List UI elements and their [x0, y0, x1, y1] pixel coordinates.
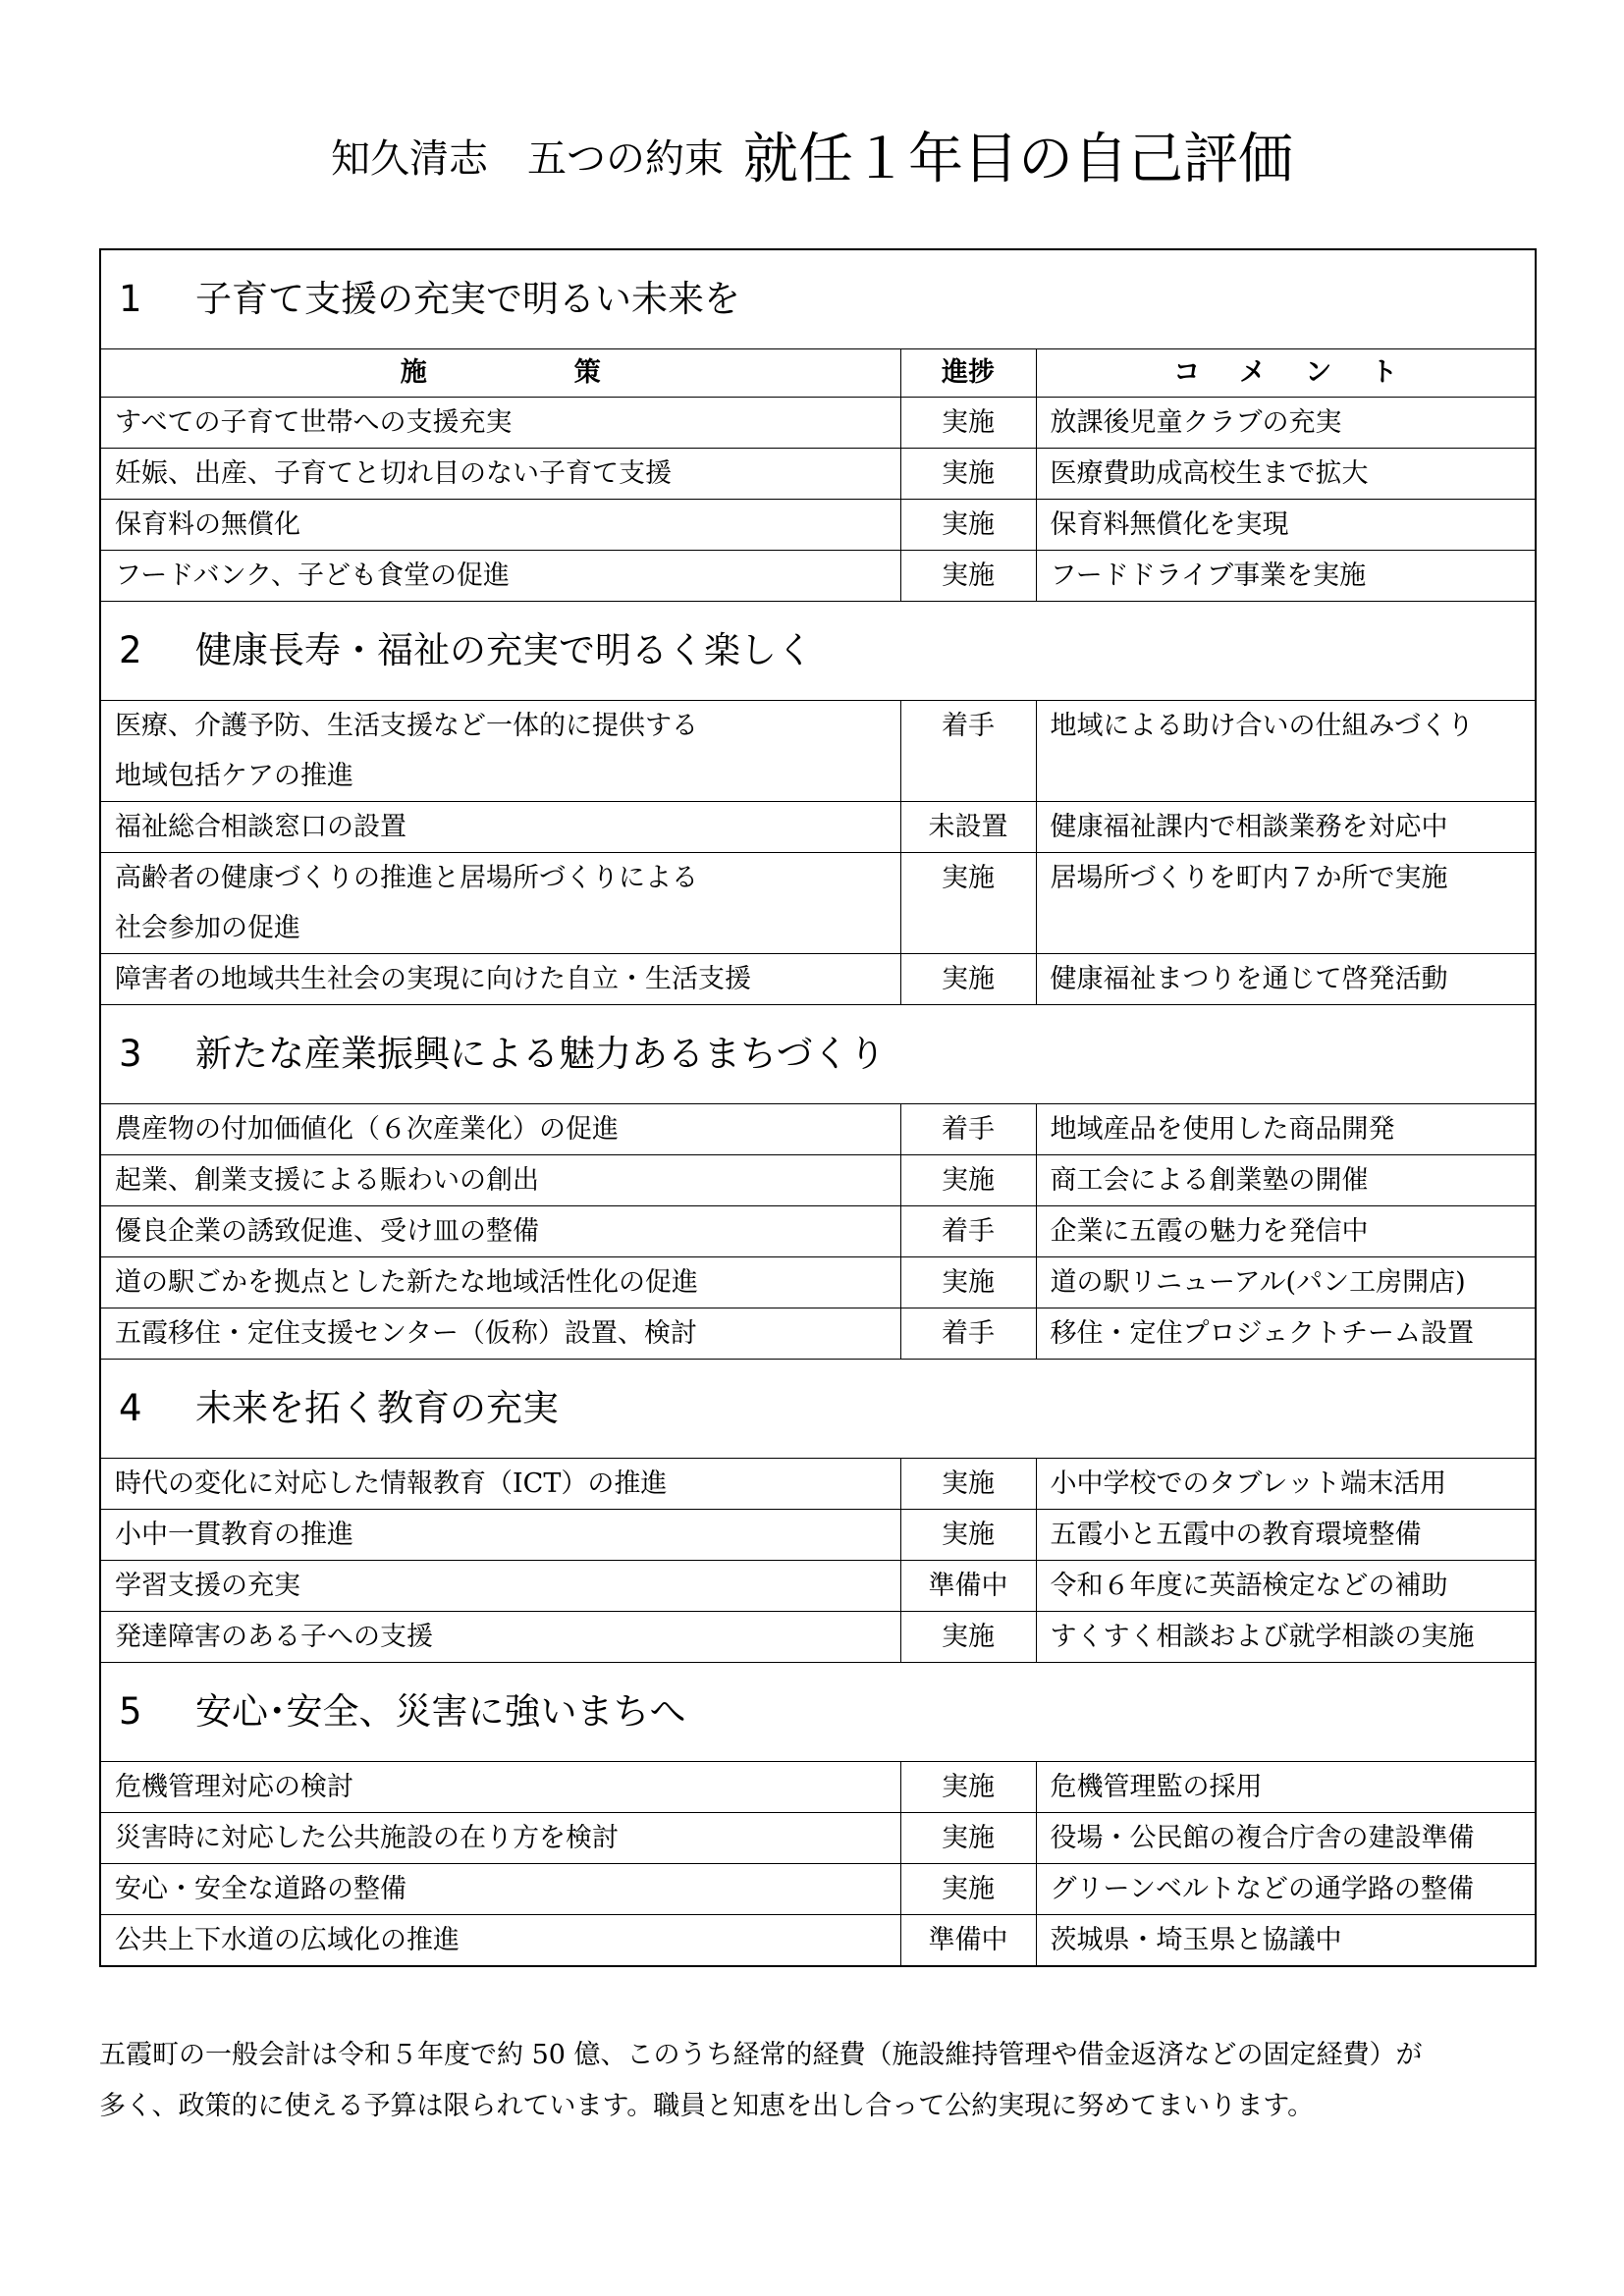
policy-text: すべての子育て世帯への支援充実	[115, 407, 513, 438]
comment-cell: 危機管理監の採用	[1036, 1762, 1536, 1813]
policy-text: 時代の変化に対応した情報教育（ICT）の推進	[115, 1468, 668, 1499]
section-heading-row	[100, 1663, 1536, 1762]
comment-cell: 小中学校でのタブレット端末活用	[1036, 1459, 1536, 1510]
section-number: 2	[119, 629, 142, 671]
policy-cell	[100, 1104, 900, 1155]
section-heading-row	[100, 249, 1536, 349]
footer-line-1: 五霞町の一般会計は令和５年度で約 50 億、このうち経常的経費（施設維持管理や借金返済などの固定経費）が	[99, 2040, 1423, 2070]
section-title: 新たな産業振興による魅力あるまちづくり	[195, 1033, 886, 1075]
column-header-row	[100, 349, 1536, 398]
comment-cell: グリーンベルトなどの通学路の整備	[1036, 1864, 1536, 1915]
section-number: 3	[119, 1033, 142, 1075]
section-heading-row	[100, 602, 1536, 701]
policy-cell	[100, 1612, 900, 1663]
table-row	[100, 802, 1536, 853]
policy-text: 地域包括ケアの推進	[115, 761, 353, 791]
title-main-part: 就任１年目の自己評価	[743, 128, 1293, 191]
progress-status: 実施	[900, 954, 1036, 1005]
policy-cell	[100, 1257, 900, 1308]
table-row	[100, 1459, 1536, 1510]
table-row	[100, 853, 1536, 954]
table-row	[100, 1257, 1536, 1308]
section-heading	[100, 1005, 1536, 1104]
policy-cell	[100, 449, 900, 500]
section-number: 4	[119, 1387, 142, 1429]
table-row	[100, 1308, 1536, 1360]
progress-status: 実施	[900, 449, 1036, 500]
policy-cell	[100, 1762, 900, 1813]
table-row	[100, 1510, 1536, 1561]
policy-text: 五霞移住・定住支援センター（仮称）設置、検討	[115, 1318, 697, 1349]
policy-text: 道の駅ごかを拠点とした新たな地域活性化の促進	[115, 1267, 698, 1298]
footer-line-2: 多く、政策的に使える予算は限られています。職員と知恵を出し合って公約実現に努めてまいります。	[99, 2091, 1315, 2121]
policy-cell	[100, 1510, 900, 1561]
page-title	[0, 116, 1624, 194]
policy-text: 災害時に対応した公共施設の在り方を検討	[115, 1823, 619, 1853]
progress-status: 実施	[900, 1155, 1036, 1206]
policy-cell	[100, 701, 900, 802]
title-name-part: 知久清志 五つの約束	[331, 135, 724, 182]
section-heading	[100, 249, 1536, 349]
table-row	[100, 1206, 1536, 1257]
progress-status: 着手	[900, 1308, 1036, 1360]
table-row	[100, 1155, 1536, 1206]
comment-cell: 商工会による創業塾の開催	[1036, 1155, 1536, 1206]
comment-cell: 移住・定住プロジェクトチーム設置	[1036, 1308, 1536, 1360]
progress-status: 実施	[900, 551, 1036, 602]
policy-text: フードバンク、子ども食堂の促進	[115, 561, 511, 591]
section-heading	[100, 1360, 1536, 1459]
table-row	[100, 449, 1536, 500]
progress-status: 未設置	[900, 802, 1036, 853]
policy-cell	[100, 1206, 900, 1257]
policy-cell	[100, 1155, 900, 1206]
section-title: 未来を拓く教育の充実	[195, 1387, 559, 1429]
policy-cell	[100, 802, 900, 853]
policy-text: 障害者の地域共生社会の実現に向けた自立・生活支援	[115, 964, 751, 994]
progress-status: 実施	[900, 1510, 1036, 1561]
progress-status: 実施	[900, 1813, 1036, 1864]
table-row	[100, 1612, 1536, 1663]
progress-status: 実施	[900, 1864, 1036, 1915]
policy-text: 社会参加の促進	[115, 913, 300, 943]
progress-status: 着手	[900, 1206, 1036, 1257]
policy-text: 優良企業の誘致促進、受け皿の整備	[115, 1216, 539, 1247]
policy-text: 安心・安全な道路の整備	[115, 1874, 406, 1904]
policy-cell	[100, 853, 900, 954]
progress-status: 実施	[900, 1762, 1036, 1813]
progress-status: 準備中	[900, 1915, 1036, 1967]
table-row	[100, 398, 1536, 449]
policy-cell	[100, 1915, 900, 1967]
header-policy: 施策	[100, 349, 900, 398]
progress-status: 着手	[900, 1104, 1036, 1155]
comment-cell: 道の駅リニューアル(パン工房開店)	[1036, 1257, 1536, 1308]
comment-cell: 地域産品を使用した商品開発	[1036, 1104, 1536, 1155]
table-row	[100, 701, 1536, 802]
policy-cell	[100, 551, 900, 602]
policy-cell	[100, 1459, 900, 1510]
policy-text: 危機管理対応の検討	[115, 1772, 353, 1802]
comment-cell: 茨城県・埼玉県と協議中	[1036, 1915, 1536, 1967]
table-row	[100, 500, 1536, 551]
progress-status: 準備中	[900, 1561, 1036, 1612]
section-heading	[100, 1663, 1536, 1762]
progress-status: 着手	[900, 701, 1036, 802]
table-row	[100, 1915, 1536, 1967]
evaluation-table	[99, 248, 1537, 1967]
policy-text: 農産物の付加価値化（６次産業化）の促進	[115, 1114, 619, 1145]
section-heading	[100, 602, 1536, 701]
table-row	[100, 954, 1536, 1005]
comment-cell: 放課後児童クラブの充実	[1036, 398, 1536, 449]
table-row	[100, 1762, 1536, 1813]
progress-status: 実施	[900, 1612, 1036, 1663]
comment-cell: 五霞小と五霞中の教育環境整備	[1036, 1510, 1536, 1561]
section-number: 5	[119, 1690, 142, 1733]
section-heading-row	[100, 1005, 1536, 1104]
progress-status: 実施	[900, 500, 1036, 551]
policy-cell	[100, 1308, 900, 1360]
table-row	[100, 1813, 1536, 1864]
progress-status: 実施	[900, 1459, 1036, 1510]
comment-cell: 医療費助成高校生まで拡大	[1036, 449, 1536, 500]
section-title: 子育て支援の充実で明るい未来を	[195, 278, 740, 320]
section-heading-row	[100, 1360, 1536, 1459]
footer-note	[99, 2030, 1535, 2132]
comment-cell: 令和６年度に英語検定などの補助	[1036, 1561, 1536, 1612]
comment-cell: すくすく相談および就学相談の実施	[1036, 1612, 1536, 1663]
comment-cell: 役場・公民館の複合庁舎の建設準備	[1036, 1813, 1536, 1864]
policy-text: 起業、創業支援による賑わいの創出	[115, 1165, 539, 1196]
comment-cell: フードドライブ事業を実施	[1036, 551, 1536, 602]
policy-cell	[100, 500, 900, 551]
progress-status: 実施	[900, 853, 1036, 954]
policy-cell	[100, 398, 900, 449]
policy-cell	[100, 1813, 900, 1864]
policy-cell	[100, 1561, 900, 1612]
policy-text: 公共上下水道の広域化の推進	[115, 1925, 460, 1955]
policy-text: 保育料の無償化	[115, 509, 300, 540]
section-title: 健康長寿・福祉の充実で明るく楽しく	[195, 629, 813, 671]
policy-text: 発達障害のある子への支援	[115, 1622, 433, 1652]
comment-cell: 保育料無償化を実現	[1036, 500, 1536, 551]
progress-status: 実施	[900, 398, 1036, 449]
table-row	[100, 1104, 1536, 1155]
section-title: 安心･安全、災害に強いまちへ	[195, 1690, 686, 1733]
comment-cell: 地域による助け合いの仕組みづくり	[1036, 701, 1536, 802]
comment-cell: 企業に五霞の魅力を発信中	[1036, 1206, 1536, 1257]
table-row	[100, 1864, 1536, 1915]
comment-cell: 健康福祉まつりを通じて啓発活動	[1036, 954, 1536, 1005]
policy-text: 学習支援の充実	[115, 1571, 300, 1601]
policy-text: 高齢者の健康づくりの推進と居場所づくりによる	[115, 863, 698, 893]
policy-cell	[100, 954, 900, 1005]
policy-text: 妊娠、出産、子育てと切れ目のない子育て支援	[115, 458, 672, 489]
comment-cell: 居場所づくりを町内７か所で実施	[1036, 853, 1536, 954]
table-row	[100, 1561, 1536, 1612]
header-comment: コメント	[1036, 349, 1536, 398]
policy-text: 医療、介護予防、生活支援など一体的に提供する	[115, 711, 698, 741]
table-row	[100, 551, 1536, 602]
policy-cell	[100, 1864, 900, 1915]
progress-status: 実施	[900, 1257, 1036, 1308]
header-progress: 進捗	[900, 349, 1036, 398]
comment-cell: 健康福祉課内で相談業務を対応中	[1036, 802, 1536, 853]
section-number: 1	[119, 278, 142, 320]
policy-text: 福祉総合相談窓口の設置	[115, 812, 406, 842]
policy-text: 小中一貫教育の推進	[115, 1520, 353, 1550]
